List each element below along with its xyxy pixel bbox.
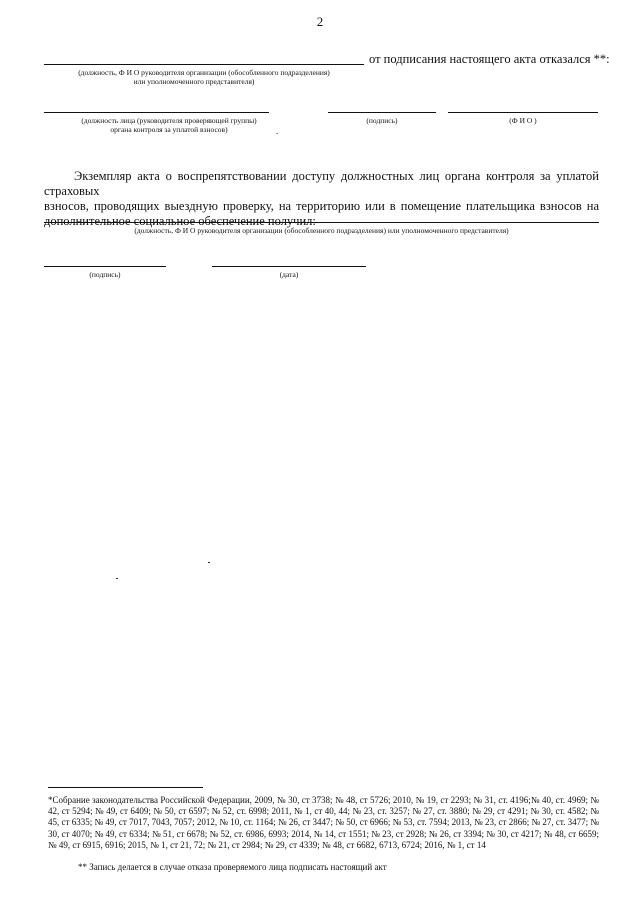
refusal-caption-line2: или уполномоченного представителя) — [133, 77, 255, 86]
inspector-signature-caption: (подпись) — [366, 116, 398, 125]
receipt-position-line — [44, 222, 599, 223]
receipt-paragraph — [44, 169, 599, 229]
inspector-position-line — [44, 112, 269, 113]
refusal-signature-line — [44, 64, 364, 65]
receipt-paragraph-line1: Экземпляр акта о воспрепятствовании доступу должностных лиц органа контроля за уплатой страховых — [44, 169, 599, 198]
inspector-fio-line — [448, 112, 598, 113]
page-number: 2 — [316, 14, 324, 29]
stray-dot: . — [276, 126, 279, 136]
receipt-signature-line — [44, 266, 166, 267]
scan-speck — [208, 562, 210, 563]
refusal-caption-line1: (должность, Ф И О руководителя организации (обособленного подразделения) — [78, 68, 330, 77]
inspector-signature-line — [328, 112, 436, 113]
receipt-signature-caption: (подпись) — [89, 270, 121, 279]
refusal-text: от подписания настоящего акта отказался **: — [369, 52, 610, 66]
footnote-separator — [48, 787, 203, 788]
footnote-2: ** Запись делается в случае отказа проверяемого лица подписать настоящий акт — [78, 862, 387, 872]
inspector-fio-caption: (Ф И О ) — [509, 116, 537, 125]
receipt-date-caption: (дата) — [279, 270, 299, 279]
receipt-caption: (должность, Ф И О руководителя организации (обособленного подразделения) или уполномоченного представителя) — [134, 226, 509, 235]
scan-speck — [116, 578, 118, 579]
footnote-1: *Собрание законодательства Российской Федерации, 2009, № 30, ст 3738; № 48, ст 5726; 2010, № 19, ст 2293; № 31, ст. 4196;№ 40, ст. 4969; № 42, ст 5294; № 49, ст 6409; № 50, ст 6597; № 52, ст. 6998; 2011, № 1, ст 40, 44; № 23, ст. 3257; № 27, ст. 3880; № 29, ст 4291; № 30, ст. 4582; № 45, ст 6335; № 49, ст 7017, 7043, 7057; 2012, № 10, ст. 1164; № 26, ст 3447; № 50, ст 6966; № 53, ст. 7594; 2013, № 23, ст 2866; № 27, ст. 3477; № 30, ст 4070; № 49, ст 6334; № 51, ст 6678; № 52, ст. 6986, 6993; 2014, № 14, ст 1551; № 23, ст 2928; № 26, ст 3394; № 30, ст 4217; № 48, ст 6659; № 49, ст 6915, 6916; 2015, № 1, ст 21, 72; № 21, ст 2984; № 29, ст 4339; № 48, ст 6682, 6713, 6724; 2016, № 1, ст 14 — [48, 795, 599, 850]
receipt-date-line — [212, 266, 366, 267]
receipt-paragraph-line2: взносов, проводящих выездную проверку, на территорию или в помещение плательщика взносов на — [44, 199, 599, 213]
inspector-caption-line2: органа контроля за уплатой взносов) — [110, 125, 228, 134]
receipt-paragraph-line3: дополнительное социальное обеспечение получил: — [44, 214, 316, 228]
inspector-caption-line1: (должность лица (руководителя проверяющей группы) — [81, 116, 257, 125]
